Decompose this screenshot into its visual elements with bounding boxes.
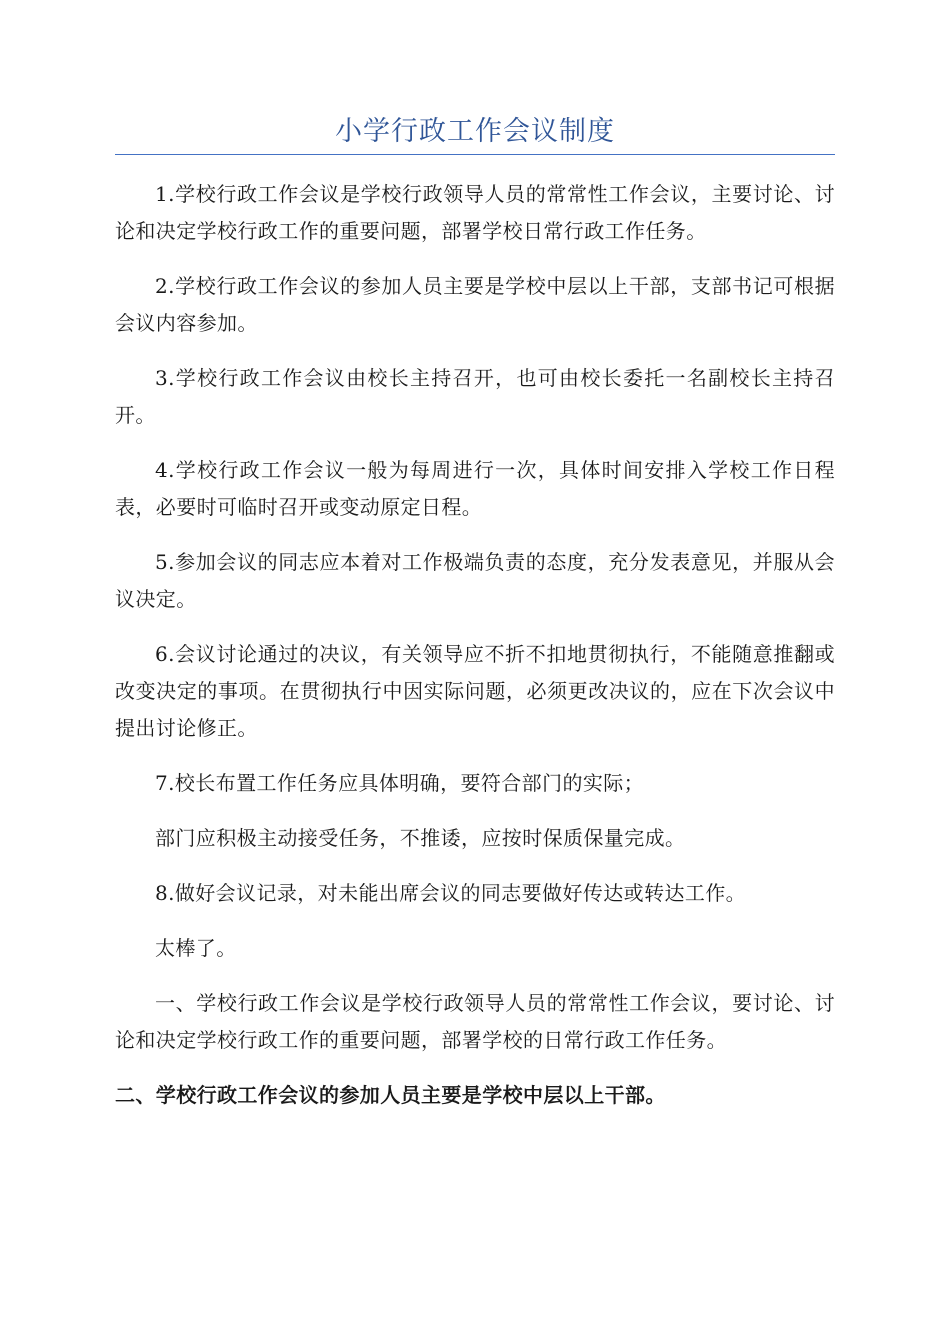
paragraph-5: 5.参加会议的同志应本着对工作极端负责的态度，充分发表意见，并服从会议决定。 bbox=[115, 550, 835, 611]
section-two-heading: 二、学校行政工作会议的参加人员主要是学校中层以上干部。 bbox=[115, 1083, 666, 1107]
title-underline bbox=[115, 154, 835, 155]
paragraph-remark: 太棒了。 bbox=[155, 936, 237, 960]
paragraph-8: 8.做好会议记录，对未能出席会议的同志要做好传达或转达工作。 bbox=[155, 881, 747, 905]
paragraph-7: 7.校长布置工作任务应具体明确，要符合部门的实际； bbox=[155, 771, 645, 795]
paragraph-section-one: 一、学校行政工作会议是学校行政领导人员的常常性工作会议，要讨论、讨论和决定学校行政工作的重要问题，部署学校的日常行政工作任务。 bbox=[115, 991, 835, 1052]
paragraph-2: 2.学校行政工作会议的参加人员主要是学校中层以上干部，支部书记可根据会议内容参加。 bbox=[115, 274, 835, 335]
paragraph-3: 3.学校行政工作会议由校长主持召开，也可由校长委托一名副校长主持召开。 bbox=[115, 366, 835, 427]
paragraph-1: 1.学校行政工作会议是学校行政领导人员的常常性工作会议，主要讨论、讨论和决定学校行政工作的重要问题，部署学校日常行政工作任务。 bbox=[115, 182, 835, 243]
paragraph-6: 6.会议讨论通过的决议，有关领导应不折不扣地贯彻执行，不能随意推翻或改变决定的事项。在贯彻执行中因实际问题，必须更改决议的，应在下次会议中提出讨论修正。 bbox=[115, 642, 835, 740]
document-body bbox=[115, 176, 835, 1132]
paragraph-4: 4.学校行政工作会议一般为每周进行一次，具体时间安排入学校工作日程表，必要时可临时召开或变动原定日程。 bbox=[115, 458, 835, 519]
paragraph-7-continued: 部门应积极主动接受任务，不推诿，应按时保质保量完成。 bbox=[155, 826, 686, 850]
document-title: 小学行政工作会议制度 bbox=[335, 116, 615, 147]
